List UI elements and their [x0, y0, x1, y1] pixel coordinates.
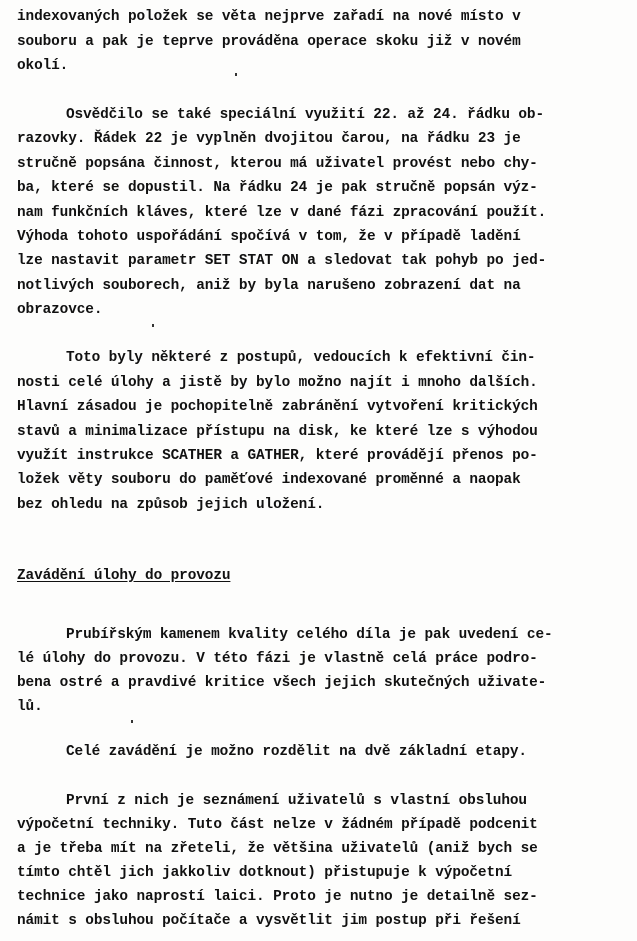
- paragraph-2-line-7: lze nastavit parametr SET STAT ON a sledovat tak pohyb po jed-: [17, 253, 547, 269]
- paragraph-3-line-2: nosti celé úlohy a jistě by bylo možno najít i mnoho dalších.: [17, 375, 538, 391]
- ink-speck: [152, 324, 154, 327]
- paragraph-1-line-3: okolí.: [17, 58, 69, 74]
- paragraph-3-line-4: stavů a minimalizace přístupu na disk, ke které lze s výhodou: [17, 424, 538, 440]
- paragraph-2-line-4: ba, které se dopustil. Na řádku 24 je pak stručně popsán výz-: [17, 180, 538, 196]
- paragraph-4-line-4: lů.: [17, 699, 43, 715]
- paragraph-2-line-3: stručně popsána činnost, kterou má uživatel provést nebo chy-: [17, 156, 538, 172]
- paragraph-3-line-5: využít instrukce SCATHER a GATHER, které provádějí přenos po-: [17, 448, 538, 464]
- paragraph-4-line-1: Prubířským kamenem kvality celého díla je pak uvedení ce-: [66, 627, 553, 643]
- paragraph-2-line-5: nam funkčních kláves, které lze v dané fázi zpracování použít.: [17, 205, 547, 221]
- paragraph-2-line-6: Výhoda tohoto uspořádání spočívá v tom, že v případě ladění: [17, 229, 521, 245]
- paragraph-1-line-2: souboru a pak je teprve prováděna operace skoku již v novém: [17, 34, 521, 50]
- ink-speck: [235, 73, 237, 76]
- paragraph-3-line-1: Toto byly některé z postupů, vedoucích k efektivní čin-: [66, 350, 536, 366]
- paragraph-3-line-7: bez ohledu na způsob jejich uložení.: [17, 497, 325, 513]
- paragraph-6-line-4: tímto chtěl jich jakkoliv dotknout) přistupuje k výpočetní: [17, 865, 513, 881]
- section-heading: Zavádění úlohy do provozu: [17, 568, 231, 584]
- paragraph-2-line-1: Osvědčilo se také speciální využití 22. až 24. řádku ob-: [66, 107, 545, 123]
- paragraph-4-line-2: lé úlohy do provozu. V této fázi je vlastně celá práce podro-: [17, 651, 538, 667]
- paragraph-6-line-6: námit s obsluhou počítače a vysvětlit jim postup při řešení: [17, 913, 521, 929]
- paragraph-6-line-1: První z nich je seznámení uživatelů s vlastní obsluhou: [66, 793, 527, 809]
- paragraph-3-line-6: ložek věty souboru do paměťové indexované proměnné a naopak: [17, 472, 521, 488]
- paragraph-5-line-1: Celé zavádění je možno rozdělit na dvě základní etapy.: [66, 744, 527, 760]
- paragraph-6-line-5: technice jako naprostí laici. Proto je nutno je detailně sez-: [17, 889, 538, 905]
- paragraph-2-line-8: notlivých souborech, aniž by byla narušeno zobrazení dat na: [17, 278, 521, 294]
- paragraph-2-line-9: obrazovce.: [17, 302, 103, 318]
- ink-speck: [131, 720, 133, 723]
- paragraph-3-line-3: Hlavní zásadou je pochopitelně zabránění vytvoření kritických: [17, 399, 538, 415]
- paragraph-6-line-2: výpočetní techniky. Tuto část nelze v žádném případě podcenit: [17, 817, 538, 833]
- paragraph-4-line-3: bena ostré a pravdivé kritice všech jejich skutečných uživate-: [17, 675, 547, 691]
- paragraph-2-line-2: razovky. Řádek 22 je vyplněn dvojitou čarou, na řádku 23 je: [17, 131, 521, 147]
- paragraph-1-line-1: indexovaných položek se věta nejprve zařadí na nové místo v: [17, 9, 521, 25]
- paragraph-6-line-3: a je třeba mít na zřeteli, že většina uživatelů (aniž bych se: [17, 841, 538, 857]
